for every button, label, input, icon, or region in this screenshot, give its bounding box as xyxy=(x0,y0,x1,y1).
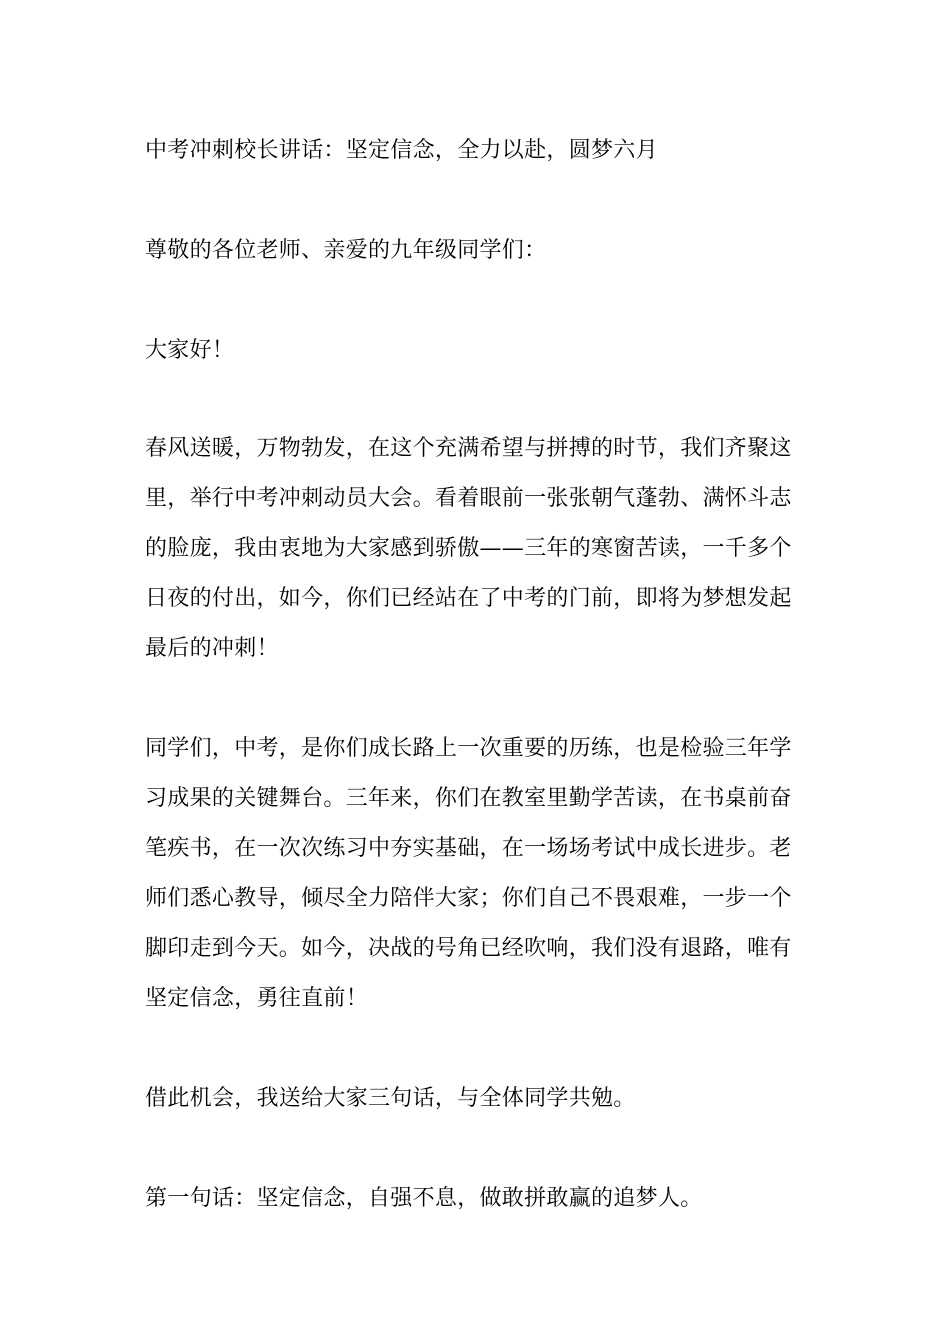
opening-greeting-line: 大家好！ xyxy=(145,338,235,363)
paragraph-1 xyxy=(145,424,810,674)
salutation-line: 尊敬的各位老师、亲爱的九年级同学们： xyxy=(145,238,547,263)
title-line: 中考冲刺校长讲话：坚定信念，全力以赴，圆梦六月 xyxy=(145,138,658,163)
paragraph-line: 脚印走到今天。如今，决战的号角已经吹响，我们没有退路，唯有 xyxy=(145,936,792,961)
opening-greeting xyxy=(145,326,810,376)
paragraph-line: 第一句话：坚定信念，自强不息，做敢拼敢赢的追梦人。 xyxy=(145,1186,703,1211)
paragraph-line: 坚定信念，勇往直前！ xyxy=(145,986,369,1011)
paragraph-line: 春风送暖，万物勃发，在这个充满希望与拼搏的时节，我们齐聚这 xyxy=(145,436,792,461)
paragraph-4 xyxy=(145,1174,810,1224)
paragraph-2 xyxy=(145,724,810,1024)
paragraph-line: 师们悉心教导，倾尽全力陪伴大家；你们自己不畏艰难，一步一个 xyxy=(145,886,792,911)
paragraph-line: 最后的冲刺！ xyxy=(145,636,279,661)
paragraph-line: 借此机会，我送给大家三句话，与全体同学共勉。 xyxy=(145,1086,636,1111)
paragraph-3 xyxy=(145,1074,810,1124)
paragraph-line: 里，举行中考冲刺动员大会。看着眼前一张张朝气蓬勃、满怀斗志 xyxy=(145,486,792,511)
paragraph-line: 同学们，中考，是你们成长路上一次重要的历练，也是检验三年学 xyxy=(145,736,792,761)
salutation xyxy=(145,226,810,276)
paragraph-line: 习成果的关键舞台。三年来，你们在教室里勤学苦读，在书桌前奋 xyxy=(145,786,792,811)
paragraph-line: 的脸庞，我由衷地为大家感到骄傲——三年的寒窗苦读，一千多个 xyxy=(145,536,792,561)
document-title xyxy=(145,126,810,176)
paragraph-line: 日夜的付出，如今，你们已经站在了中考的门前，即将为梦想发起 xyxy=(145,586,792,611)
paragraph-line: 笔疾书，在一次次练习中夯实基础，在一场场考试中成长进步。老 xyxy=(145,836,792,861)
